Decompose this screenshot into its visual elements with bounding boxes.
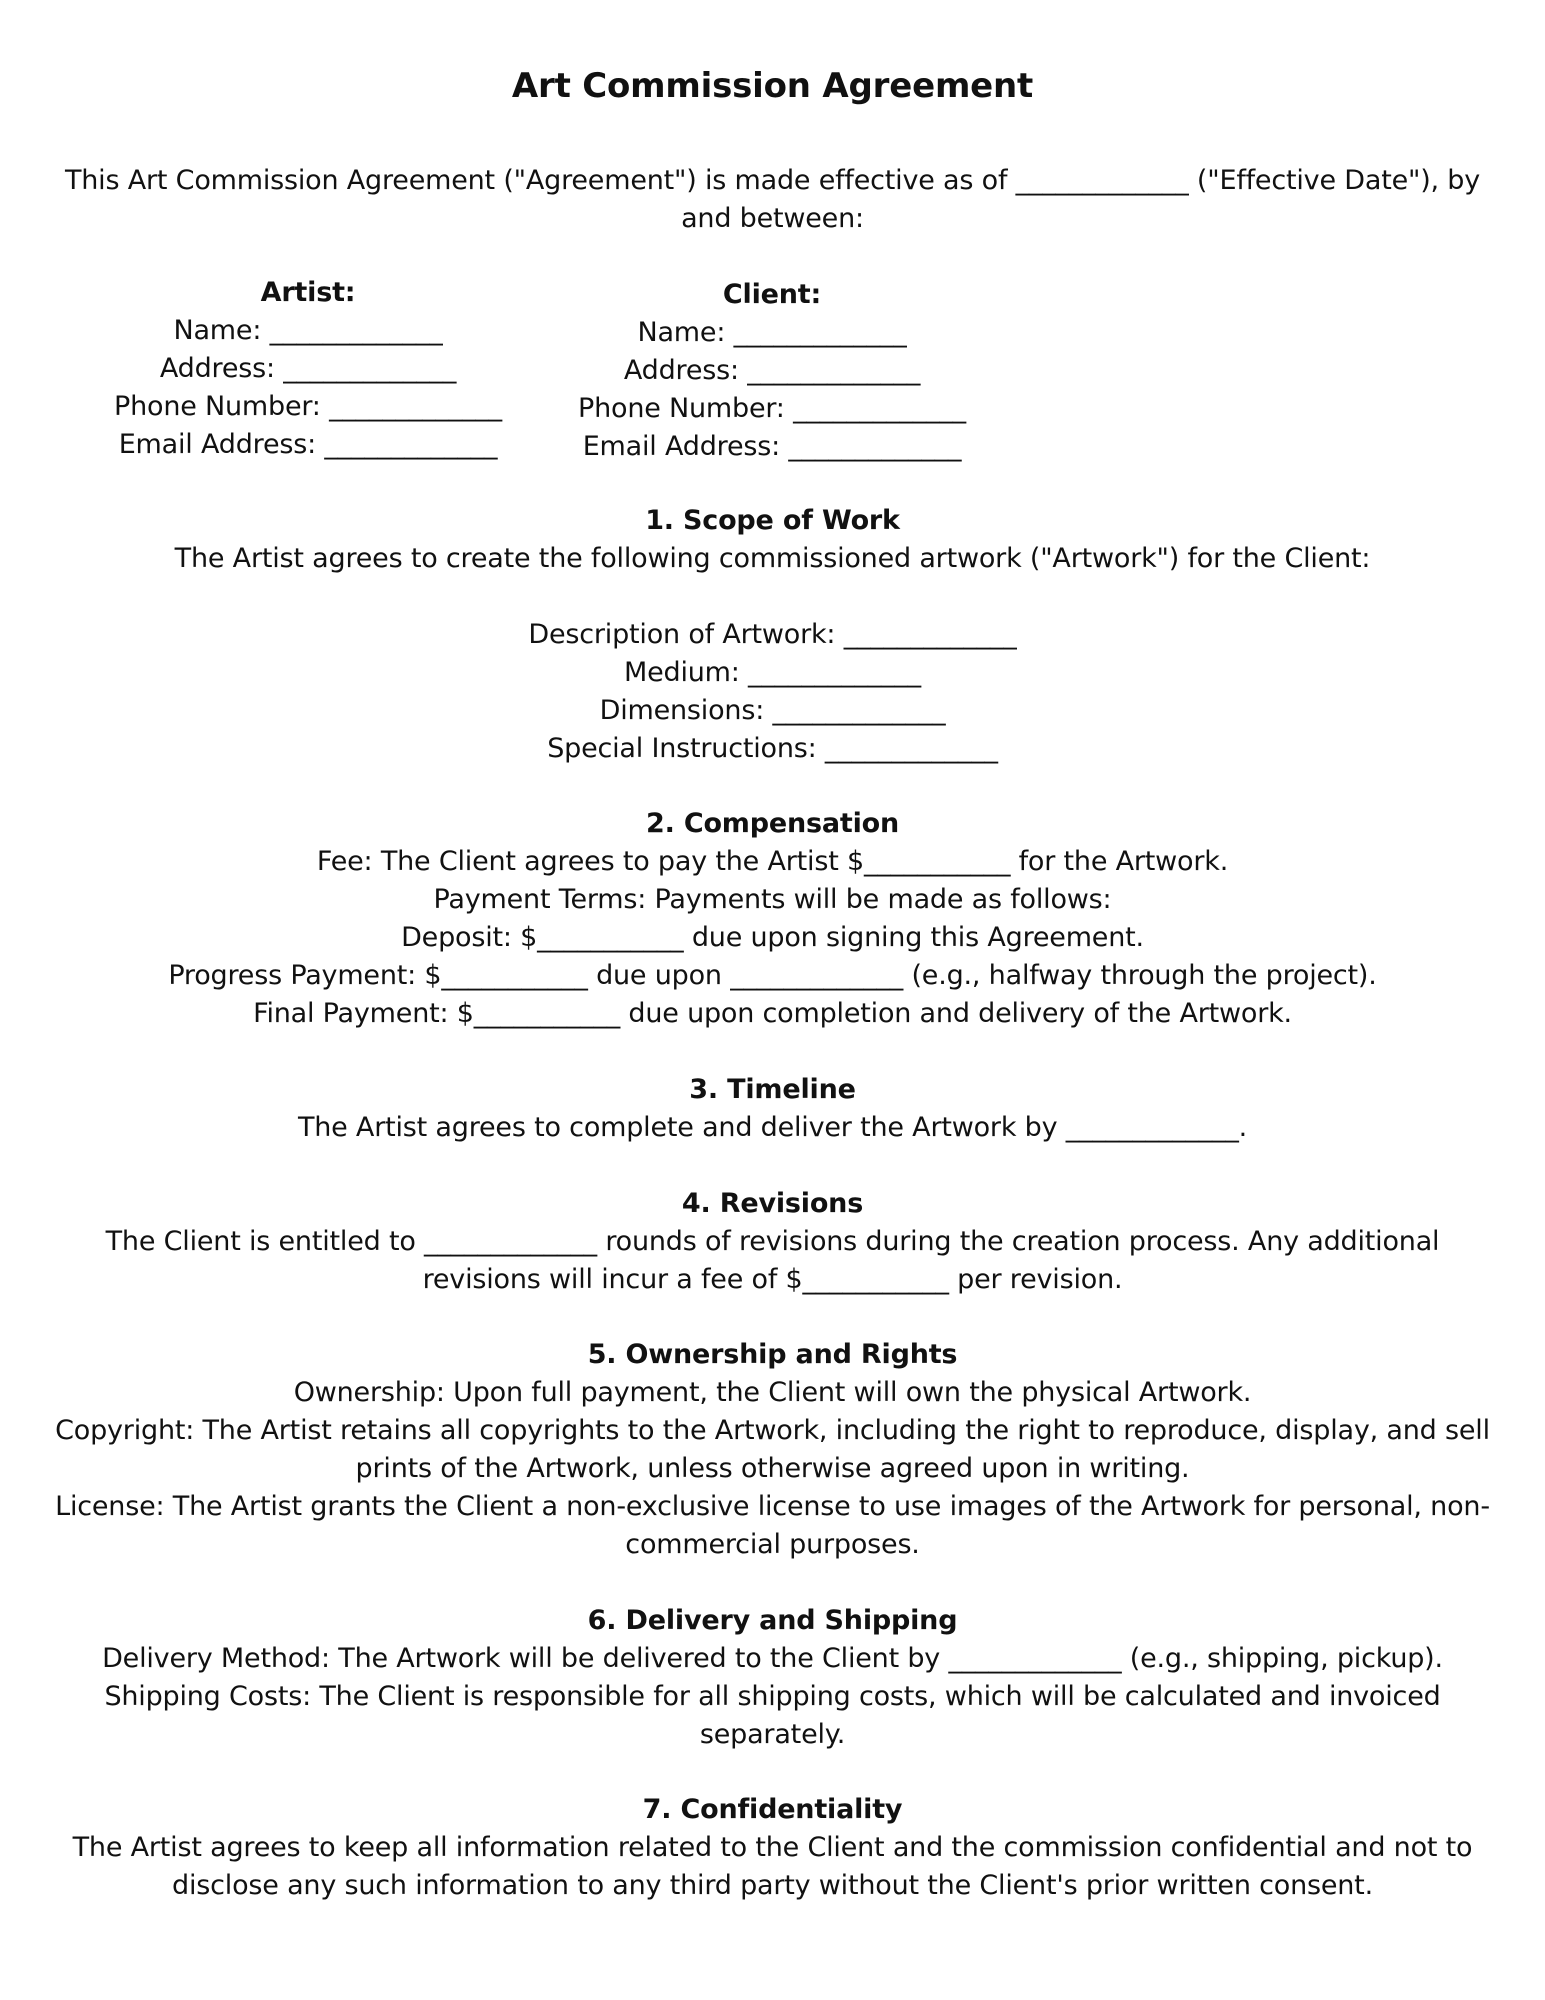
license-line-2: commercial purposes.: [625, 1529, 920, 1560]
artist-name-field: Name: _____________: [173, 315, 443, 346]
section-2-heading: 2. Compensation: [645, 808, 900, 839]
ownership-line: Ownership: Upon full payment, the Client will own the physical Artwork.: [293, 1377, 1252, 1408]
license-line-1: License: The Artist grants the Client a non-exclusive license to use images of the Artwork for personal, non-: [55, 1491, 1490, 1522]
document-title: Art Commission Agreement: [511, 66, 1034, 106]
deposit-line: Deposit: $___________ due upon signing this Agreement.: [401, 922, 1144, 953]
description-field: Description of Artwork: _____________: [528, 619, 1017, 650]
section-3-text: The Artist agrees to complete and deliver the Artwork by _____________.: [297, 1112, 1248, 1143]
medium-field: Medium: _____________: [624, 657, 921, 688]
intro-line-1: This Art Commission Agreement ("Agreement") is made effective as of _____________ ("Effective Date"), by: [64, 165, 1481, 196]
section-4-heading: 4. Revisions: [681, 1188, 864, 1219]
client-address-field: Address: _____________: [623, 355, 921, 386]
artist-heading: Artist:: [260, 277, 356, 308]
artist-email-field: Email Address: _____________: [118, 429, 498, 460]
client-name-field: Name: _____________: [637, 317, 907, 348]
delivery-method-line: Delivery Method: The Artwork will be delivered to the Client by _____________ (e.g., shipping, pickup).: [102, 1643, 1443, 1674]
section-4-line-2: revisions will incur a fee of $___________ per revision.: [422, 1264, 1123, 1295]
section-3-heading: 3. Timeline: [689, 1074, 856, 1105]
shipping-costs-line-2: separately.: [699, 1719, 846, 1750]
section-1-heading: 1. Scope of Work: [645, 505, 900, 536]
section-1-text: The Artist agrees to create the following commissioned artwork ("Artwork") for the Client:: [174, 543, 1371, 574]
client-heading: Client:: [722, 279, 822, 310]
dimensions-field: Dimensions: _____________: [599, 695, 946, 726]
section-7-heading: 7. Confidentiality: [642, 1794, 903, 1825]
intro-line-2: and between:: [681, 203, 864, 234]
copyright-line-2: prints of the Artwork, unless otherwise agreed upon in writing.: [355, 1453, 1190, 1484]
artist-block: [48, 274, 568, 464]
client-block: [512, 276, 1032, 466]
artist-address-field: Address: _____________: [159, 353, 457, 384]
copyright-line-1: Copyright: The Artist retains all copyrights to the Artwork, including the right to reproduce, display, and sell: [55, 1415, 1490, 1446]
artist-phone-field: Phone Number: _____________: [114, 391, 502, 422]
section-7-line-1: The Artist agrees to keep all information related to the Client and the commission confidential and not to: [72, 1832, 1473, 1863]
special-instructions-field: Special Instructions: _____________: [547, 733, 998, 764]
section-7-line-2: disclose any such information to any third party without the Client's prior written consent.: [172, 1870, 1373, 1901]
client-email-field: Email Address: _____________: [582, 431, 962, 462]
final-payment-line: Final Payment: $___________ due upon completion and delivery of the Artwork.: [253, 998, 1292, 1029]
section-6-heading: 6. Delivery and Shipping: [587, 1605, 958, 1636]
section-5-heading: 5. Ownership and Rights: [587, 1339, 958, 1370]
payment-terms-line: Payment Terms: Payments will be made as follows:: [433, 884, 1112, 915]
progress-payment-line: Progress Payment: $___________ due upon _____________ (e.g., halfway through the project).: [168, 960, 1377, 991]
section-4-line-1: The Client is entitled to _____________ rounds of revisions during the creation process. Any additional: [105, 1226, 1440, 1257]
client-phone-field: Phone Number: _____________: [578, 393, 966, 424]
shipping-costs-line-1: Shipping Costs: The Client is responsible for all shipping costs, which will be calculated and invoiced: [104, 1681, 1441, 1712]
fee-line: Fee: The Client agrees to pay the Artist $___________ for the Artwork.: [316, 846, 1229, 877]
